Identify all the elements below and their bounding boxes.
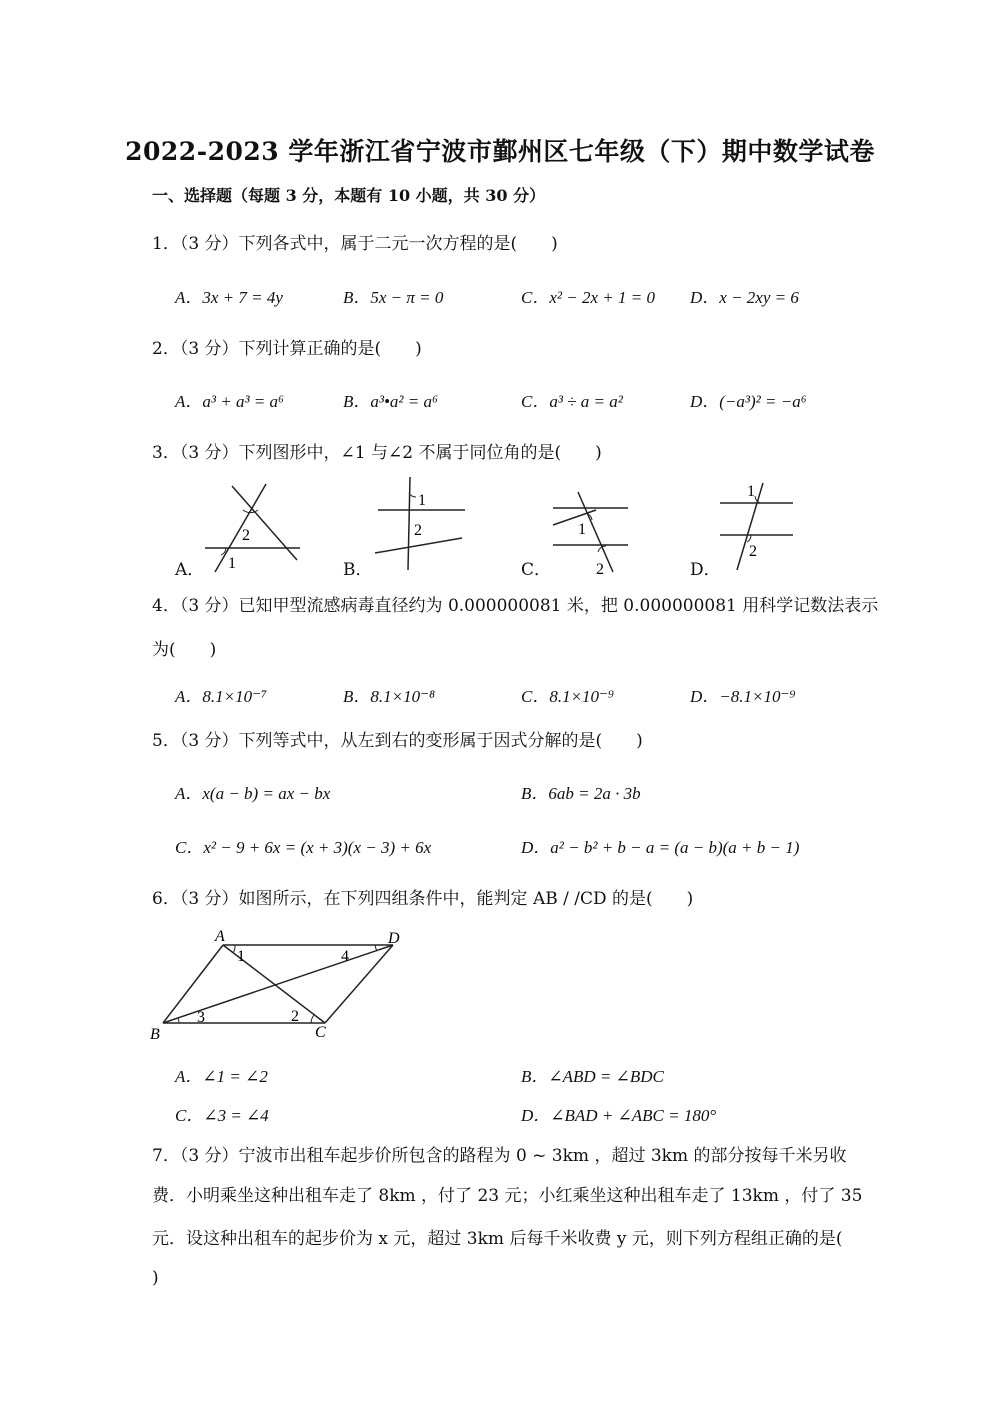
q6-option-b: B．∠ABD = ∠BDC: [521, 1067, 664, 1086]
angle-label-2: 2: [291, 1008, 299, 1025]
q1-option-c: C．x² − 2x + 1 = 0: [521, 288, 655, 307]
vertex-label-c: C: [315, 1024, 326, 1041]
angle-label-2: 2: [596, 561, 604, 578]
angle-label-4: 4: [341, 948, 349, 965]
q5-option-a: A．x(a − b) = ax − bx: [175, 784, 331, 803]
q5-option-b: B．6ab = 2a · 3b: [521, 784, 641, 803]
question-4-stem-line2: 为( ): [152, 640, 217, 660]
vertex-label-a: A: [215, 928, 225, 945]
question-6-stem: 6．（3 分）如图所示，在下列四组条件中，能判定 AB / /CD 的是( ): [152, 889, 694, 909]
q5-option-d: D．a² − b² + b − a = (a − b)(a + b − 1): [521, 838, 800, 857]
q3-option-d: D．: [690, 560, 721, 580]
question-7-stem-line2: 费．小明乘坐这种出租车走了 8km ，付了 23 元；小红乘坐这种出租车走了 13km ，付了 35: [152, 1186, 863, 1206]
q1-option-d: D．x − 2xy = 6: [690, 288, 799, 307]
q2-option-a: A．a³ + a³ = a⁶: [175, 392, 284, 411]
q4-option-c: C．8.1×10⁻⁹: [521, 687, 614, 706]
angle-label-1: 1: [237, 948, 245, 965]
q3-option-c: C．: [521, 560, 552, 580]
q4-option-b: B．8.1×10⁻⁸: [343, 687, 435, 706]
q3-figure-c: [548, 480, 633, 580]
q4-option-a: A．8.1×10⁻⁷: [175, 687, 267, 706]
angle-label-2: 2: [242, 527, 250, 544]
question-7-stem-line4: ): [152, 1268, 159, 1288]
angle-label-1: 1: [578, 521, 586, 538]
angle-label-1: 1: [418, 492, 426, 509]
q5-option-c: C．x² − 9 + 6x = (x + 3)(x − 3) + 6x: [175, 838, 432, 857]
q3-figure-b: [370, 475, 470, 575]
angle-label-1: 1: [228, 555, 236, 572]
q6-option-d: D．∠BAD + ∠ABC = 180°: [521, 1106, 717, 1125]
question-2-stem: 2．（3 分）下列计算正确的是( ): [152, 339, 422, 359]
vertex-label-b: B: [150, 1026, 160, 1043]
question-7-stem-line1: 7．（3 分）宁波市出租车起步价所包含的路程为 0 ~ 3km ，超过 3km 的部分按每千米另收: [152, 1146, 847, 1166]
q2-option-b: B．a³•a² = a⁶: [343, 392, 438, 411]
q2-option-d: D．(−a³)² = −a⁶: [690, 392, 807, 411]
angle-label-2: 2: [414, 522, 422, 539]
vertex-label-d: D: [388, 930, 400, 947]
q2-option-c: C．a³ ÷ a = a²: [521, 392, 623, 411]
question-5-stem: 5．（3 分）下列等式中，从左到右的变形属于因式分解的是( ): [152, 731, 643, 751]
angle-label-2: 2: [749, 543, 757, 560]
question-1-stem: 1．（3 分）下列各式中，属于二元一次方程的是( ): [152, 234, 558, 254]
section-heading: 一、选择题（每题 3 分，本题有 10 小题，共 30 分）: [152, 186, 546, 205]
q3-option-a: A．: [175, 560, 205, 580]
q3-option-b: B．: [343, 560, 373, 580]
question-4-stem-line1: 4．（3 分）已知甲型流感病毒直径约为 0.000000081 米，把 0.000000081 用科学记数法表示: [152, 596, 879, 616]
question-3-stem: 3．（3 分）下列图形中，∠1 与∠2 不属于同位角的是( ): [152, 443, 602, 463]
q3-figure-d: [715, 478, 800, 578]
q6-option-a: A．∠1 = ∠2: [175, 1067, 268, 1086]
page-title: 2022-2023 学年浙江省宁波市鄞州区七年级（下）期中数学试卷: [125, 137, 875, 166]
angle-label-3: 3: [197, 1009, 205, 1026]
q6-figure-parallelogram: [145, 925, 420, 1045]
q1-option-a: A．3x + 7 = 4y: [175, 288, 283, 307]
q3-figure-a: [200, 480, 310, 580]
question-7-stem-line3: 元．设这种出租车的起步价为 x 元，超过 3km 后每千米收费 y 元，则下列方程组正确的是(: [152, 1229, 843, 1249]
q6-option-c: C．∠3 = ∠4: [175, 1106, 269, 1125]
q4-option-d: D．−8.1×10⁻⁹: [690, 687, 796, 706]
angle-label-1: 1: [747, 483, 755, 500]
q1-option-b: B．5x − π = 0: [343, 288, 444, 307]
